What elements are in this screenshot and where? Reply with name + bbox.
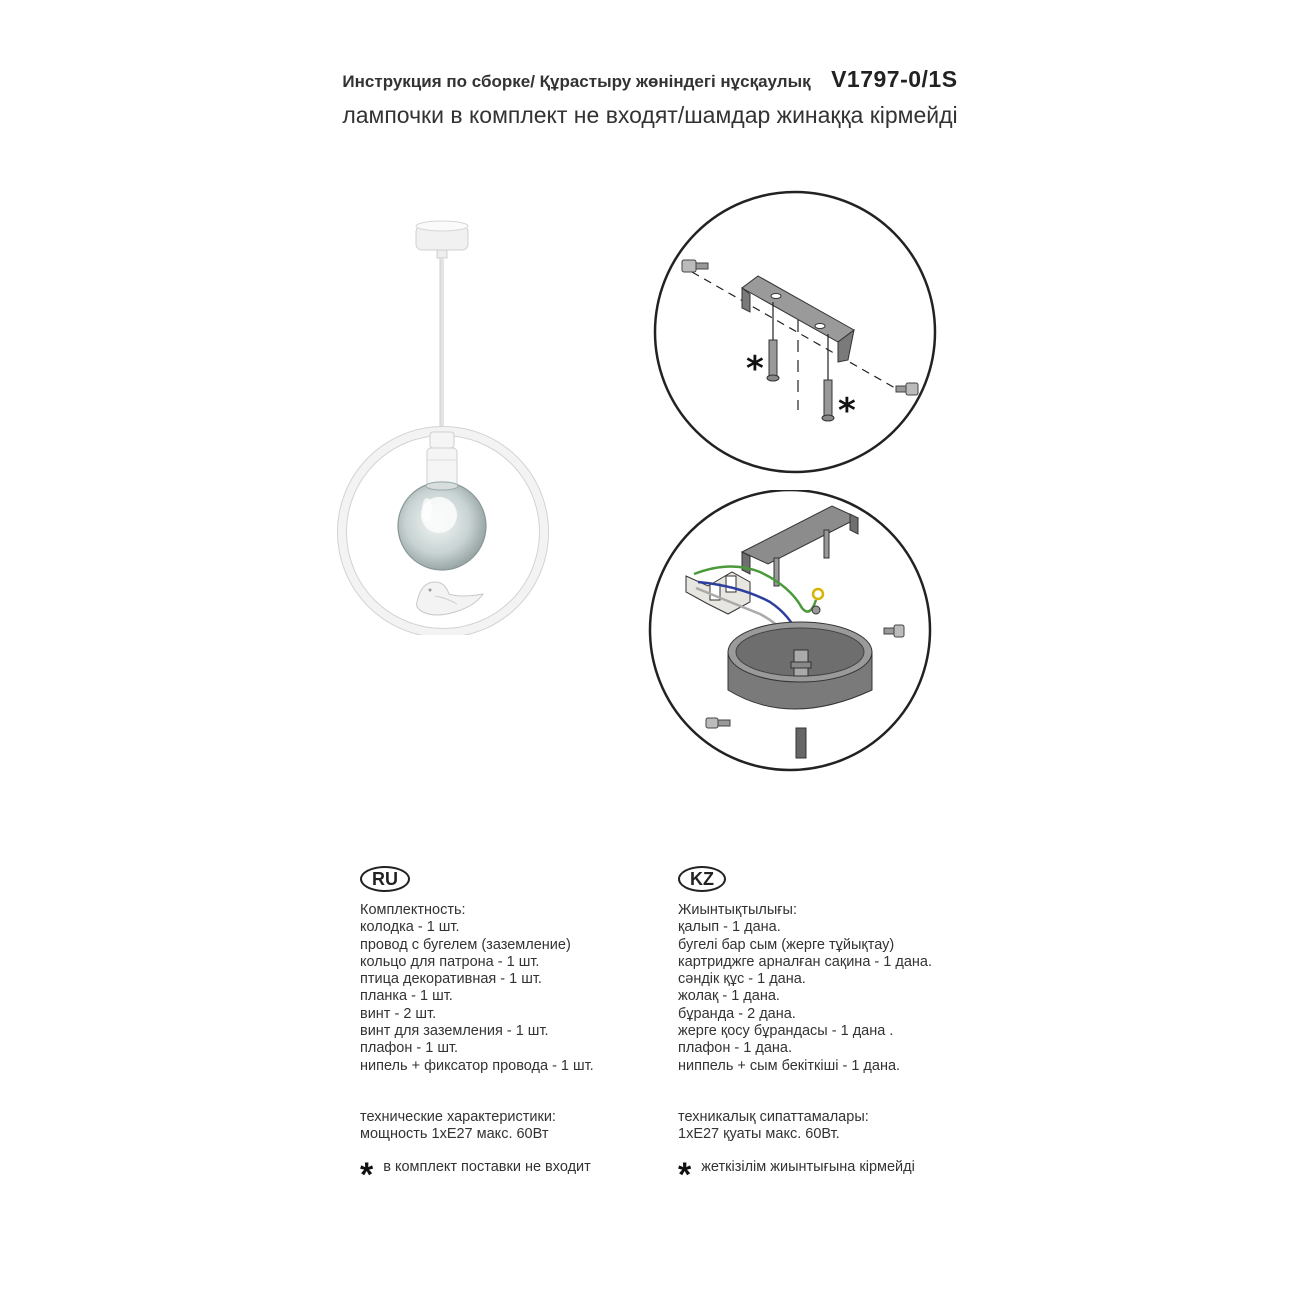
list-item: қалып - 1 дана. [678,919,781,936]
document-title: Инструкция по сборке/ Құрастыру жөніндегі нұсқаулық [342,72,811,91]
ru-note-text: в комплект поставки не входит [383,1158,591,1175]
ru-badge: RU [360,866,410,892]
ru-tech-heading: технические характеристики: [360,1108,556,1125]
kz-note-text: жеткізілім жиынтығына кірмейді [701,1158,915,1175]
kz-heading: Жиынтықтылығы: [678,902,798,918]
ru-tech-value: мощность 1xE27 макс. 60Вт [360,1126,549,1143]
wall-screw-left-icon [767,340,779,381]
list-item: картриджге арналған сақина - 1 дана. [678,953,932,970]
list-item: бұранда - 2 дана. [678,1005,796,1022]
canopy-screw-left-icon [706,718,730,728]
kz-section [678,866,978,1194]
model-number: V1797-0/1S [831,66,958,92]
lamp-socket [427,432,457,490]
list-item: провод с бугелем (заземление) [360,936,571,953]
list-item: кольцо для патрона - 1 шт. [360,953,540,970]
list-item: нипель + фиксатор провода - 1 шт. [360,1057,594,1074]
decorative-bird [417,582,483,615]
bulbs-not-included-note: лампочки в комплект не входят/шамдар жинаққа кірмейді [342,102,958,128]
list-item: плафон - 1 дана. [678,1040,792,1057]
detail-canopy-wiring [640,490,945,790]
ru-section [360,866,660,1194]
list-item: плафон - 1 шт. [360,1040,459,1057]
list-item: бугелі бар сым (жерге тұйықтау) [678,936,895,953]
asterisk-icon-right: * [838,391,856,431]
ru-note [360,1155,660,1194]
kz-note [678,1155,978,1194]
document-title-line [0,66,1300,93]
list-item: винт для заземления - 1 шт. [360,1023,549,1040]
asterisk-icon: * [360,1155,374,1194]
ru-heading: Комплектность: [360,902,466,918]
kz-tech-heading: техникалық сипаттамалары: [678,1108,869,1125]
list-item: винт - 2 шт. [360,1005,437,1022]
list-item: птица декоративная - 1 шт. [360,971,542,988]
list-item: жолақ - 1 дана. [678,988,780,1005]
glass-shade [398,482,486,570]
list-item: планка - 1 шт. [360,988,453,1005]
wall-screw-right-icon [822,380,834,421]
ceiling-canopy [416,221,468,258]
detail-mounting-bracket [650,190,945,480]
kz-tech-value: 1xE27 қуаты макс. 60Вт. [678,1126,840,1143]
list-item: жерге қосу бұрандасы - 1 дана . [678,1023,894,1040]
asterisk-icon: * [678,1155,692,1194]
list-item: колодка - 1 шт. [360,919,460,936]
asterisk-icon-left: * [746,349,764,389]
kz-badge: KZ [678,866,726,892]
product-illustration [335,210,550,635]
list-item: ниппель + сым бекіткіші - 1 дана. [678,1057,901,1074]
list-item: сәндік құс - 1 дана. [678,971,806,988]
